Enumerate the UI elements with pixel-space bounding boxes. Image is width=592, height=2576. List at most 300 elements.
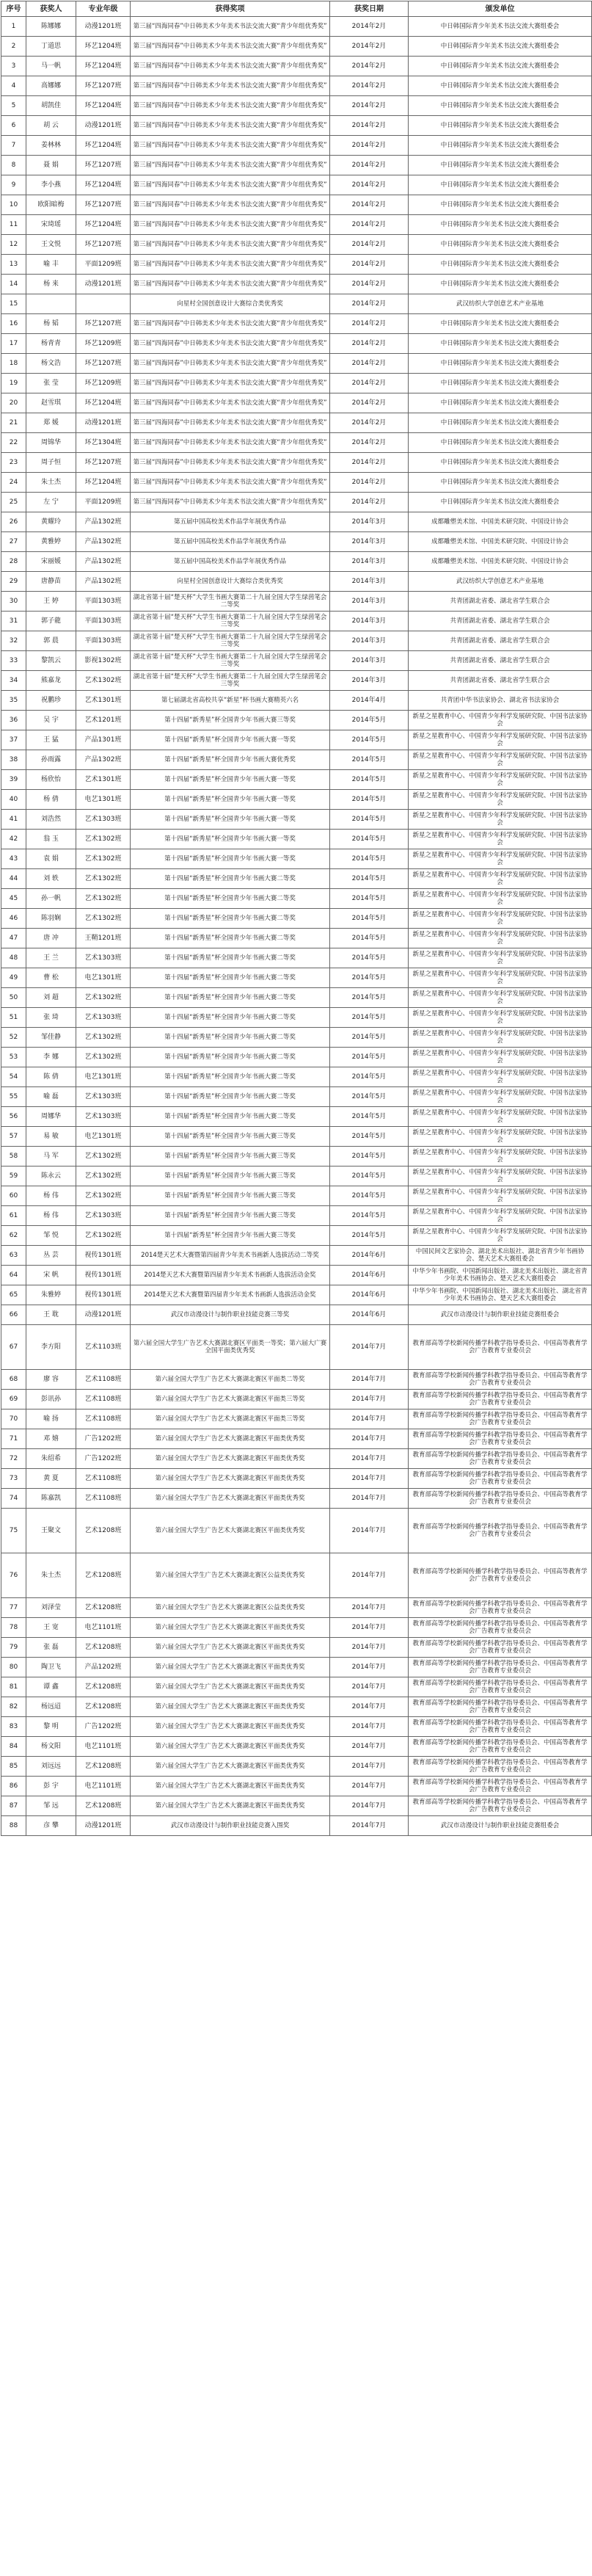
- cell-org: 共青团湖北省委、湖北省学生联合会: [409, 631, 592, 651]
- cell-major: 艺术1208班: [76, 1757, 131, 1777]
- cell-no: 79: [1, 1638, 26, 1658]
- cell-date: 2014年2月: [330, 473, 409, 493]
- cell-name: 杨 来: [26, 275, 76, 294]
- cell-org: 新星之星教育中心、中国青少年科学发展研究院、中国书法家协会: [409, 1067, 592, 1087]
- cell-name: 王 婷: [26, 592, 76, 612]
- col-header-major: 专业年级: [76, 1, 131, 17]
- cell-no: 31: [1, 612, 26, 631]
- cell-org: 中日韩国际青少年美术书法交流大赛组委会: [409, 195, 592, 215]
- cell-name: 刘 超: [26, 988, 76, 1008]
- cell-org: 教育部高等学校新闻传播学科教学指导委员会、中国高等教育学会广告教育专业委员会: [409, 1598, 592, 1618]
- cell-date: 2014年2月: [330, 175, 409, 195]
- cell-name: 陈永云: [26, 1167, 76, 1186]
- table-row: [1, 552, 592, 572]
- cell-award: 第六届全国大学生广告艺术大赛湖北赛区平面类优秀奖: [131, 1449, 330, 1469]
- cell-date: 2014年4月: [330, 691, 409, 711]
- cell-name: 吴 宇: [26, 711, 76, 730]
- cell-org: 教育部高等学校新闻传播学科教学指导委员会、中国高等教育学会广告教育专业委员会: [409, 1469, 592, 1489]
- cell-no: 87: [1, 1796, 26, 1816]
- cell-date: 2014年3月: [330, 512, 409, 532]
- cell-major: 环艺1207班: [76, 354, 131, 374]
- cell-name: 李方阳: [26, 1325, 76, 1370]
- table-row: [1, 869, 592, 889]
- cell-no: 82: [1, 1697, 26, 1717]
- cell-award: 第十四届“新秀星”杯全国青少年书画大赛二等奖: [131, 889, 330, 909]
- cell-major: 动漫1201班: [76, 17, 131, 37]
- table-row: [1, 1390, 592, 1409]
- table-row: [1, 116, 592, 136]
- cell-no: 26: [1, 512, 26, 532]
- cell-no: 80: [1, 1658, 26, 1677]
- cell-name: 朱绍希: [26, 1449, 76, 1469]
- cell-org: 成都雕塑美术馆、中国美术研究院、中国设计协会: [409, 512, 592, 532]
- cell-no: 58: [1, 1147, 26, 1167]
- cell-date: 2014年5月: [330, 1226, 409, 1246]
- cell-award: 第六届全国大学生广告艺术大赛湖北赛区平面类优秀奖: [131, 1717, 330, 1737]
- cell-org: 中日韩国际青少年美术书法交流大赛组委会: [409, 334, 592, 354]
- table-row: [1, 1087, 592, 1107]
- cell-major: 环艺1207班: [76, 156, 131, 175]
- cell-org: 成都雕塑美术馆、中国美术研究院、中国设计协会: [409, 552, 592, 572]
- cell-major: 艺术1301班: [76, 770, 131, 790]
- cell-award: 向星村全国创意设计大赛综合类优秀奖: [131, 572, 330, 592]
- cell-org: 中日韩国际青少年美术书法交流大赛组委会: [409, 374, 592, 393]
- cell-date: 2014年6月: [330, 1266, 409, 1285]
- table-row: [1, 1489, 592, 1509]
- cell-award: 第六届全国大学生广告艺术大赛湖北赛区平面类二等奖: [131, 1370, 330, 1390]
- cell-org: 教育部高等学校新闻传播学科教学指导委员会、中国高等教育学会广告教育专业委员会: [409, 1449, 592, 1469]
- cell-no: 1: [1, 17, 26, 37]
- cell-no: 13: [1, 255, 26, 275]
- cell-name: 高娜娜: [26, 76, 76, 96]
- cell-date: 2014年2月: [330, 215, 409, 235]
- cell-no: 7: [1, 136, 26, 156]
- cell-date: 2014年2月: [330, 334, 409, 354]
- cell-no: 10: [1, 195, 26, 215]
- cell-date: 2014年2月: [330, 354, 409, 374]
- cell-award: 2014楚天艺术大赛暨第四届青少年美术书画新人选拔活动金奖: [131, 1285, 330, 1305]
- cell-major: 环艺1207班: [76, 314, 131, 334]
- cell-date: 2014年5月: [330, 711, 409, 730]
- cell-no: 43: [1, 849, 26, 869]
- cell-name: 杨 伟: [26, 1186, 76, 1206]
- cell-org: 新星之星教育中心、中国青少年科学发展研究院、中国书法家协会: [409, 1167, 592, 1186]
- cell-name: 彦 攀: [26, 1816, 76, 1836]
- cell-no: 56: [1, 1107, 26, 1127]
- cell-org: 新星之星教育中心、中国青少年科学发展研究院、中国书法家协会: [409, 1127, 592, 1147]
- cell-org: 新星之星教育中心、中国青少年科学发展研究院、中国书法家协会: [409, 750, 592, 770]
- table-row: [1, 76, 592, 96]
- cell-no: 16: [1, 314, 26, 334]
- cell-major: 视传1301班: [76, 1266, 131, 1285]
- cell-name: 杨文阳: [26, 1737, 76, 1757]
- cell-date: 2014年7月: [330, 1638, 409, 1658]
- cell-award: 第三届“四海同春”中日韩美术少年美术书法交流大赛“青少年组优秀奖”: [131, 413, 330, 433]
- cell-award: 第十四届“新秀星”杯全国青少年书画大赛二等奖: [131, 1067, 330, 1087]
- cell-major: 艺术1302班: [76, 988, 131, 1008]
- cell-name: 熊嘉龙: [26, 671, 76, 691]
- cell-name: 刘远远: [26, 1757, 76, 1777]
- cell-major: 电艺1301班: [76, 1067, 131, 1087]
- cell-name: 彭 宇: [26, 1777, 76, 1796]
- table-row: [1, 195, 592, 215]
- table-row: [1, 572, 592, 592]
- cell-date: 2014年2月: [330, 57, 409, 76]
- cell-org: 新星之星教育中心、中国青少年科学发展研究院、中国书法家协会: [409, 889, 592, 909]
- cell-org: 新星之星教育中心、中国青少年科学发展研究院、中国书法家协会: [409, 909, 592, 929]
- cell-no: 52: [1, 1028, 26, 1048]
- cell-award: 第十四届“新秀星”杯全国青少年书画大赛一等奖: [131, 830, 330, 849]
- cell-name: 杨文浩: [26, 354, 76, 374]
- table-row: [1, 1697, 592, 1717]
- table-row: [1, 453, 592, 473]
- cell-major: 产品1302班: [76, 572, 131, 592]
- cell-major: 艺术1108班: [76, 1370, 131, 1390]
- cell-award: 第十四届“新秀星”杯全国青少年书画大赛二等奖: [131, 909, 330, 929]
- cell-no: 71: [1, 1429, 26, 1449]
- cell-award: 2014楚天艺术大赛暨第四届青少年美术书画新人选拔活动二等奖: [131, 1246, 330, 1266]
- cell-award: 第六届全国大学生广告艺术大赛湖北赛区平面类优秀奖: [131, 1429, 330, 1449]
- cell-date: 2014年5月: [330, 1087, 409, 1107]
- cell-award: 第十四届“新秀星”杯全国青少年书画大赛三等奖: [131, 1186, 330, 1206]
- cell-org: 教育部高等学校新闻传播学科教学指导委员会、中国高等教育学会广告教育专业委员会: [409, 1553, 592, 1598]
- cell-major: 艺术1301班: [76, 691, 131, 711]
- cell-org: 新星之星教育中心、中国青少年科学发展研究院、中国书法家协会: [409, 1107, 592, 1127]
- table-row: [1, 1717, 592, 1737]
- cell-name: 刘浩然: [26, 810, 76, 830]
- cell-org: 中日韩国际青少年美术书法交流大赛组委会: [409, 37, 592, 57]
- table-row: [1, 1429, 592, 1449]
- cell-name: 宋 帆: [26, 1266, 76, 1285]
- table-row: [1, 1305, 592, 1325]
- cell-major: 视传1301班: [76, 1285, 131, 1305]
- cell-date: 2014年5月: [330, 968, 409, 988]
- cell-award: 第六届全国大学生广告艺术大赛湖北赛区平面类三等奖: [131, 1409, 330, 1429]
- cell-award: 第十四届“新秀星”杯全国青少年书画大赛二等奖: [131, 1048, 330, 1067]
- cell-date: 2014年2月: [330, 255, 409, 275]
- cell-date: 2014年2月: [330, 76, 409, 96]
- cell-no: 15: [1, 294, 26, 314]
- cell-no: 67: [1, 1325, 26, 1370]
- cell-no: 4: [1, 76, 26, 96]
- cell-date: 2014年3月: [330, 612, 409, 631]
- cell-org: 中日韩国际青少年美术书法交流大赛组委会: [409, 235, 592, 255]
- cell-org: 中华少年书画院、中国新闻出版社、湖北美术出版社、湖北省青少年美术书画协会、楚天艺术大赛组委会: [409, 1266, 592, 1285]
- cell-major: 动漫1201班: [76, 1816, 131, 1836]
- cell-org: 中日韩国际青少年美术书法交流大赛组委会: [409, 493, 592, 512]
- cell-name: 杨远迢: [26, 1697, 76, 1717]
- cell-org: 新星之星教育中心、中国青少年科学发展研究院、中国书法家协会: [409, 830, 592, 849]
- cell-award: 第六届全国大学生广告艺术大赛湖北赛区平面类一等奖；第六届大广赛全国平面类优秀奖: [131, 1325, 330, 1370]
- cell-no: 36: [1, 711, 26, 730]
- col-header-award: 获得奖项: [131, 1, 330, 17]
- cell-major: 环艺1204班: [76, 393, 131, 413]
- cell-org: 新星之星教育中心、中国青少年科学发展研究院、中国书法家协会: [409, 770, 592, 790]
- cell-award: 第三届“四海同春”中日韩美术少年美术书法交流大赛“青少年组优秀奖”: [131, 136, 330, 156]
- header-row: [1, 1, 592, 17]
- cell-name: 王 兰: [26, 948, 76, 968]
- cell-no: 74: [1, 1489, 26, 1509]
- table-row: [1, 1469, 592, 1489]
- cell-no: 61: [1, 1206, 26, 1226]
- cell-no: 76: [1, 1553, 26, 1598]
- cell-org: 共青团湖北省委、湖北省学生联合会: [409, 671, 592, 691]
- cell-major: 艺术1303班: [76, 1206, 131, 1226]
- cell-no: 11: [1, 215, 26, 235]
- cell-date: 2014年7月: [330, 1409, 409, 1429]
- cell-date: 2014年7月: [330, 1390, 409, 1409]
- table-row: [1, 512, 592, 532]
- cell-award: 第十四届“新秀星”杯全国青少年书画大赛三等奖: [131, 1127, 330, 1147]
- cell-no: 48: [1, 948, 26, 968]
- table-row: [1, 770, 592, 790]
- cell-major: 艺术1103班: [76, 1325, 131, 1370]
- cell-no: 63: [1, 1246, 26, 1266]
- cell-name: 朱士杰: [26, 1553, 76, 1598]
- cell-org: 中日韩国际青少年美术书法交流大赛组委会: [409, 314, 592, 334]
- cell-name: 孙一帆: [26, 889, 76, 909]
- table-row: [1, 909, 592, 929]
- cell-no: 21: [1, 413, 26, 433]
- cell-award: 第七届湖北省高校共享“新星”杯书画大赛精英六名: [131, 691, 330, 711]
- cell-date: 2014年5月: [330, 869, 409, 889]
- cell-no: 35: [1, 691, 26, 711]
- cell-name: 翁 玉: [26, 830, 76, 849]
- cell-date: 2014年3月: [330, 651, 409, 671]
- cell-major: 产品1302班: [76, 532, 131, 552]
- cell-award: 第十四届“新秀星”杯全国青少年书画大赛二等奖: [131, 968, 330, 988]
- cell-org: 中日韩国际青少年美术书法交流大赛组委会: [409, 175, 592, 195]
- cell-award: 向星村全国创意设计大赛综合类优秀奖: [131, 294, 330, 314]
- awards-table: [1, 1, 592, 1836]
- cell-no: 41: [1, 810, 26, 830]
- cell-award: 武汉市动漫设计与制作职业技能竞赛三等奖: [131, 1305, 330, 1325]
- cell-major: 艺术1302班: [76, 909, 131, 929]
- cell-name: 张 莹: [26, 374, 76, 393]
- table-row: [1, 1067, 592, 1087]
- table-row: [1, 790, 592, 810]
- cell-name: 郑 媛: [26, 413, 76, 433]
- cell-major: 平面1303班: [76, 592, 131, 612]
- cell-major: 平面1303班: [76, 631, 131, 651]
- cell-org: 新星之星教育中心、中国青少年科学发展研究院、中国书法家协会: [409, 869, 592, 889]
- table-row: [1, 889, 592, 909]
- cell-no: 72: [1, 1449, 26, 1469]
- cell-major: 艺术1208班: [76, 1598, 131, 1618]
- cell-date: 2014年7月: [330, 1469, 409, 1489]
- cell-org: 中日韩国际青少年美术书法交流大赛组委会: [409, 17, 592, 37]
- cell-no: 78: [1, 1618, 26, 1638]
- cell-award: 第十四届“新秀星”杯全国青少年书画大赛二等奖: [131, 1087, 330, 1107]
- cell-award: 第三届“四海同春”中日韩美术少年美术书法交流大赛“青少年组优秀奖”: [131, 393, 330, 413]
- cell-no: 68: [1, 1370, 26, 1390]
- cell-no: 69: [1, 1390, 26, 1409]
- cell-name: 彭讯孙: [26, 1390, 76, 1409]
- table-row: [1, 354, 592, 374]
- cell-org: 教育部高等学校新闻传播学科教学指导委员会、中国高等教育学会广告教育专业委员会: [409, 1697, 592, 1717]
- cell-org: 教育部高等学校新闻传播学科教学指导委员会、中国高等教育学会广告教育专业委员会: [409, 1325, 592, 1370]
- cell-org: 新星之星教育中心、中国青少年科学发展研究院、中国书法家协会: [409, 968, 592, 988]
- cell-date: 2014年7月: [330, 1717, 409, 1737]
- cell-major: 动漫1201班: [76, 275, 131, 294]
- cell-award: 第三届“四海同春”中日韩美术少年美术书法交流大赛“青少年组优秀奖”: [131, 473, 330, 493]
- cell-award: 第十四届“新秀星”杯全国青少年书画大赛一等奖: [131, 790, 330, 810]
- table-row: [1, 1598, 592, 1618]
- cell-name: 王文悦: [26, 235, 76, 255]
- cell-date: 2014年7月: [330, 1618, 409, 1638]
- table-row: [1, 275, 592, 294]
- cell-no: 66: [1, 1305, 26, 1325]
- cell-name: 马 军: [26, 1147, 76, 1167]
- cell-major: 产品1301班: [76, 730, 131, 750]
- table-row: [1, 1008, 592, 1028]
- cell-name: 谭 鑫: [26, 1677, 76, 1697]
- cell-major: 平面1209班: [76, 255, 131, 275]
- cell-no: 83: [1, 1717, 26, 1737]
- table-row: [1, 1777, 592, 1796]
- cell-org: 教育部高等学校新闻传播学科教学指导委员会、中国高等教育学会广告教育专业委员会: [409, 1489, 592, 1509]
- table-row: [1, 1370, 592, 1390]
- cell-major: 环艺1204班: [76, 473, 131, 493]
- table-row: [1, 1325, 592, 1370]
- cell-date: 2014年2月: [330, 37, 409, 57]
- table-row: [1, 17, 592, 37]
- cell-org: 新星之星教育中心、中国青少年科学发展研究院、中国书法家协会: [409, 1226, 592, 1246]
- cell-no: 38: [1, 750, 26, 770]
- cell-major: 艺术1108班: [76, 1489, 131, 1509]
- cell-no: 33: [1, 651, 26, 671]
- cell-major: 视传1301班: [76, 1246, 131, 1266]
- cell-org: 教育部高等学校新闻传播学科教学指导委员会、中国高等教育学会广告教育专业委员会: [409, 1757, 592, 1777]
- cell-award: 第三届“四海同春”中日韩美术少年美术书法交流大赛“青少年组优秀奖”: [131, 374, 330, 393]
- cell-name: 姜林林: [26, 136, 76, 156]
- cell-no: 59: [1, 1167, 26, 1186]
- cell-award: 第三届“四海同春”中日韩美术少年美术书法交流大赛“青少年组优秀奖”: [131, 116, 330, 136]
- cell-award: 湖北省第十届“楚天杯”大学生书画大赛第二十九届全国大学生绿茵笔会二等奖: [131, 592, 330, 612]
- cell-date: 2014年5月: [330, 988, 409, 1008]
- cell-name: 张 磊: [26, 1638, 76, 1658]
- cell-award: 第六届全国大学生广告艺术大赛湖北赛区平面类优秀奖: [131, 1469, 330, 1489]
- cell-award: 第六届全国大学生广告艺术大赛湖北赛区平面类优秀奖: [131, 1618, 330, 1638]
- cell-name: 周子恒: [26, 453, 76, 473]
- cell-award: 第六届全国大学生广告艺术大赛湖北赛区平面类优秀奖: [131, 1777, 330, 1796]
- cell-date: 2014年7月: [330, 1598, 409, 1618]
- cell-major: 艺术1302班: [76, 671, 131, 691]
- cell-name: 刘 轶: [26, 869, 76, 889]
- cell-date: 2014年5月: [330, 929, 409, 948]
- table-row: [1, 651, 592, 671]
- cell-name: 孙雨露: [26, 750, 76, 770]
- cell-date: 2014年2月: [330, 275, 409, 294]
- cell-date: 2014年2月: [330, 413, 409, 433]
- table-row: [1, 1509, 592, 1553]
- cell-date: 2014年7月: [330, 1757, 409, 1777]
- cell-name: 黎 明: [26, 1717, 76, 1737]
- cell-major: 环艺1207班: [76, 76, 131, 96]
- cell-major: 艺术1302班: [76, 830, 131, 849]
- cell-name: 黄耀玲: [26, 512, 76, 532]
- cell-major: 电艺1101班: [76, 1618, 131, 1638]
- cell-date: 2014年5月: [330, 790, 409, 810]
- cell-date: 2014年5月: [330, 1107, 409, 1127]
- table-row: [1, 1449, 592, 1469]
- table-row: [1, 1266, 592, 1285]
- cell-org: 新星之星教育中心、中国青少年科学发展研究院、中国书法家协会: [409, 790, 592, 810]
- cell-org: 新星之星教育中心、中国青少年科学发展研究院、中国书法家协会: [409, 1147, 592, 1167]
- table-row: [1, 1638, 592, 1658]
- cell-no: 24: [1, 473, 26, 493]
- cell-name: 丛 芸: [26, 1246, 76, 1266]
- cell-major: 产品1302班: [76, 552, 131, 572]
- table-row: [1, 810, 592, 830]
- cell-award: 第十四届“新秀星”杯全国青少年书画大赛三等奖: [131, 1167, 330, 1186]
- table-row: [1, 631, 592, 651]
- table-row: [1, 1757, 592, 1777]
- cell-award: 第十四届“新秀星”杯全国青少年书画大赛一等奖: [131, 849, 330, 869]
- cell-major: 产品1302班: [76, 750, 131, 770]
- cell-award: 第十四届“新秀星”杯全国青少年书画大赛三等奖: [131, 1206, 330, 1226]
- cell-org: 中日韩国际青少年美术书法交流大赛组委会: [409, 453, 592, 473]
- cell-name: 胡 云: [26, 116, 76, 136]
- cell-major: 环艺1204班: [76, 96, 131, 116]
- cell-no: 9: [1, 175, 26, 195]
- cell-name: 郭 晨: [26, 631, 76, 651]
- cell-major: 电艺1301班: [76, 790, 131, 810]
- cell-name: 易 敏: [26, 1127, 76, 1147]
- cell-org: 新星之星教育中心、中国青少年科学发展研究院、中国书法家协会: [409, 711, 592, 730]
- cell-name: 朱士杰: [26, 473, 76, 493]
- cell-date: 2014年2月: [330, 374, 409, 393]
- cell-award: 第三届“四海同春”中日韩美术少年美术书法交流大赛“青少年组优秀奖”: [131, 314, 330, 334]
- cell-award: 第三届“四海同春”中日韩美术少年美术书法交流大赛“青少年组优秀奖”: [131, 96, 330, 116]
- cell-org: 新星之星教育中心、中国青少年科学发展研究院、中国书法家协会: [409, 730, 592, 750]
- cell-award: 第十四届“新秀星”杯全国青少年书画大赛三等奖: [131, 1226, 330, 1246]
- table-body: [1, 17, 592, 1836]
- cell-org: 中日韩国际青少年美术书法交流大赛组委会: [409, 255, 592, 275]
- cell-major: 广告1202班: [76, 1449, 131, 1469]
- cell-date: 2014年6月: [330, 1305, 409, 1325]
- cell-no: 54: [1, 1067, 26, 1087]
- cell-award: 2014楚天艺术大赛暨第四届青少年美术书画新人选拔活动金奖: [131, 1266, 330, 1285]
- cell-major: 艺术1208班: [76, 1553, 131, 1598]
- table-row: [1, 493, 592, 512]
- table-row: [1, 532, 592, 552]
- table-row: [1, 1206, 592, 1226]
- table-row: [1, 314, 592, 334]
- cell-award: 第六届全国大学生广告艺术大赛湖北赛区平面类优秀奖: [131, 1638, 330, 1658]
- cell-date: 2014年2月: [330, 453, 409, 473]
- table-row: [1, 1816, 592, 1836]
- table-row: [1, 1677, 592, 1697]
- cell-org: 中日韩国际青少年美术书法交流大赛组委会: [409, 393, 592, 413]
- table-row: [1, 334, 592, 354]
- cell-award: 第十四届“新秀星”杯全国青少年书画大赛一等奖: [131, 810, 330, 830]
- cell-name: 聂 娟: [26, 156, 76, 175]
- table-row: [1, 929, 592, 948]
- cell-award: 第六届全国大学生广告艺术大赛湖北赛区平面类优秀奖: [131, 1677, 330, 1697]
- cell-org: 共青团湖北省委、湖北省学生联合会: [409, 651, 592, 671]
- cell-date: 2014年5月: [330, 830, 409, 849]
- cell-date: 2014年5月: [330, 1048, 409, 1067]
- cell-award: 第十四届“新秀星”杯全国青少年书画大赛二等奖: [131, 929, 330, 948]
- cell-major: 产品1202班: [76, 1658, 131, 1677]
- table-row: [1, 294, 592, 314]
- table-row: [1, 175, 592, 195]
- cell-date: 2014年2月: [330, 314, 409, 334]
- cell-org: 新星之星教育中心、中国青少年科学发展研究院、中国书法家协会: [409, 1008, 592, 1028]
- cell-no: 37: [1, 730, 26, 750]
- cell-award: 第十四届“新秀星”杯全国青少年书画大赛二等奖: [131, 1028, 330, 1048]
